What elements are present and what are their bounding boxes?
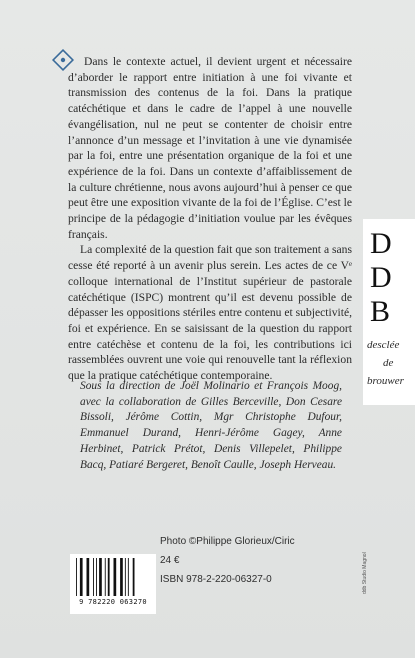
ddb-letters-icon xyxy=(367,227,413,337)
barcode-number: 9 782220 063270 xyxy=(79,598,147,606)
barcode-bar xyxy=(133,558,135,596)
paragraph-1: Dans le contexte actuel, il devient urgent et nécessaire d’aborder le rapport entre initiation à une foi vivante et transmission des contenus de la foi. Dans la pratique catéchétique et dans le cadre de l’appel à une nouvelle évangélisation, nul ne peut se contenter de choisir entre l’annonce d’un message et l’invitation à une vie dynamisée par la foi, entre une présentation organique de la foi et une expérience de la foi. Dans un contexte d’affaiblissement de la culture chrétienne, nous avons aujourd’hui à penser ce que peut être une exposition vivante de la foi de l’Église. C’est le principe de la pédagogie d’initiation voulue par les évêques français. xyxy=(68,55,352,241)
credits-text: Sous la direction de Joël Molinario et François Moog, avec la collaboration de Gilles Berceville, Don Cesare Bissoli, Jérôme Cottin, Mgr Christophe Dufour, Emmanuel Durand, Henri-Jérôme Gagey, Anne Herbinet, Patrick Prétot, Denis Villepelet, Philippe Bacq, Patiaré Bergeret, Benoît Caulle, Joseph Herveau. xyxy=(80,380,342,471)
barcode-bar xyxy=(99,558,102,596)
barcode-bar xyxy=(76,558,77,596)
photo-credit: Photo ©Philippe Glorieux/Ciric xyxy=(160,536,295,547)
barcode-bar xyxy=(87,558,90,596)
studio-credit: ddb Studio Magnol xyxy=(362,552,368,594)
barcode-bar xyxy=(108,558,110,596)
barcode-bar xyxy=(125,558,126,596)
paragraph-2: La complexité de la question fait que son traitement a sans cesse été reporté à un avenir plus serein. Les actes de ce Vᵉ colloque international de l’Institut supérieur de pastorale catéchétique (ISPC) montrent qu’il est devenu possible de dépasser les oppositions stériles entre contenu et subjectivité, foi et expérience. En se saisissant de la question du rapport entre catéchèse et contenu de la foi, les contributions ici rassemblées ouvrent une voie qui renouvelle tant la réflexion que la pratique catéchétique contemporaine. xyxy=(68,243,352,383)
barcode-bar xyxy=(96,558,97,596)
publisher-logo xyxy=(363,219,415,405)
price: 24 € xyxy=(160,555,180,566)
barcode xyxy=(70,554,156,614)
barcode-bar xyxy=(114,558,117,596)
contributors-credits xyxy=(80,379,342,473)
publisher-label-3: brouwer xyxy=(367,375,404,387)
svg-text:D: D xyxy=(370,261,392,294)
barcode-bar xyxy=(80,558,83,596)
barcode-bar xyxy=(93,558,94,596)
description-text xyxy=(68,54,352,384)
barcode-bar xyxy=(105,558,106,596)
svg-text:B: B xyxy=(370,295,391,328)
price-block xyxy=(160,532,340,589)
publisher-label-1: desclée xyxy=(367,339,400,351)
barcode-bars-icon xyxy=(74,558,152,598)
barcode-bar xyxy=(128,558,129,596)
isbn: ISBN 978-2-220-06327-0 xyxy=(160,574,272,585)
publisher-label-2: de xyxy=(383,357,394,369)
barcode-bar xyxy=(120,558,123,596)
svg-text:D: D xyxy=(370,227,392,260)
